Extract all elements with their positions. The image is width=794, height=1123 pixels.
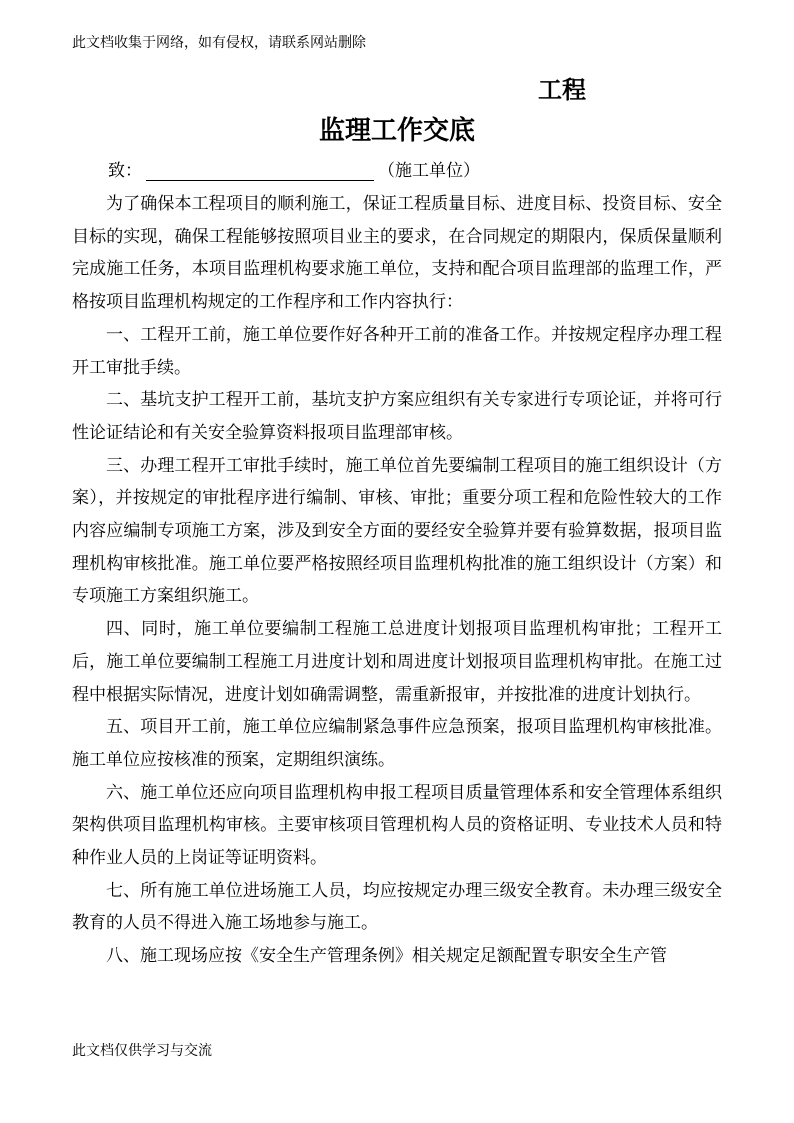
recipient-line (108, 156, 480, 181)
paragraph-item-8: 八、施工现场应按《安全生产管理条例》相关规定足额配置专职安全生产管 (106, 946, 667, 967)
document-title: 监理工作交底 (318, 116, 475, 146)
recipient-suffix: （施工单位） (378, 161, 480, 181)
paragraph-item-3: 三、办理工程开工审批手续时，施工单位首先要编制工程项目的施工组织设计（方案），并按规定的审批程序进行编制、审核、审批；重要分项工程和危险性较大的工作内容应编制专项施工方案，涉及到安全方面的要经安全验算并要有验算数据，报项目监理机构审核批准。施工单位要严格按照经项目监理机构批准的施工组织设计（方案）和专项施工方案组织施工。 (72, 455, 722, 607)
footer-note: 此文档仅供学习与交流 (72, 1043, 212, 1059)
paragraph-item-6: 六、施工单位还应向项目监理机构申报工程项目质量管理体系和安全管理体系组织架构供项目监理机构审核。主要审核项目管理机构人员的资格证明、专业技术人员和特种作业人员的上岗证等证明资料。 (72, 782, 722, 869)
paragraph-item-2: 二、基坑支护工程开工前，基坑支护方案应组织有关专家进行专项论证，并将可行性论证结论和有关安全验算资料报项目监理部审核。 (72, 390, 722, 443)
body-text (72, 188, 722, 973)
paragraph-item-1: 一、工程开工前，施工单位要作好各种开工前的准备工作。并按规定程序办理工程开工审批手续。 (72, 324, 722, 378)
paragraph-item-7: 七、所有施工单位进场施工人员，均应按规定办理三级安全教育。未办理三级安全教育的人员不得进入施工场地参与施工。 (72, 880, 722, 934)
paragraph-item-5: 五、项目开工前，施工单位应编制紧急事件应急预案，报项目监理机构审核批准。施工单位应按核准的预案，定期组织演练。 (72, 717, 722, 770)
paragraph-item-4: 四、同时，施工单位要编制工程施工总进度计划报项目监理机构审批；工程开工后，施工单位要编制工程施工月进度计划和周进度计划报项目监理机构审批。在施工过程中根据实际情况，进度计划如确需调整，需重新报审，并按批准的进度计划执行。 (72, 619, 722, 705)
header-note: 此文档收集于网络，如有侵权，请联系网站删除 (72, 35, 366, 51)
project-label: 工程 (538, 75, 586, 104)
recipient-prefix: 致： (108, 161, 142, 181)
paragraph-intro: 为了确保本工程项目的顺利施工，保证工程质量目标、进度目标、投资目标、安全目标的实现，确保工程能够按照项目业主的要求，在合同规定的期限内，保质保量顺利完成施工任务，本项目监理机构要求施工单位，支持和配合项目监理部的监理工作，严格按项目监理机构规定的工作程序和工作内容执行： (72, 194, 722, 313)
recipient-blank-field (146, 162, 374, 181)
